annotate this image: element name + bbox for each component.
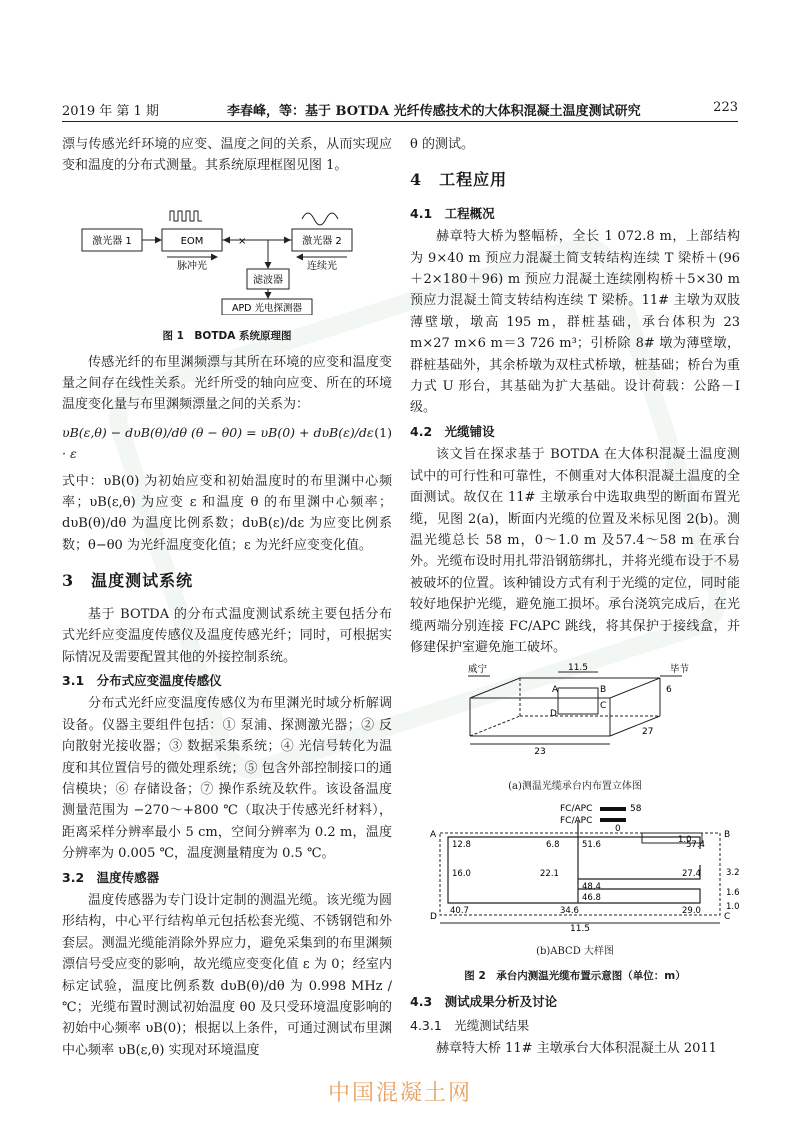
paragraph: 传感光纤的布里渊频漂与其所在环境的应变和温度变量之间存在线性关系。光纤所受的轴向应变、所在的环境温度变化量与布里渊频漂量之间的关系为： (62, 354, 392, 413)
subsection-heading: 4.3 测试成果分析及讨论 (410, 994, 558, 1010)
figure-1-caption: 图 1 BOTDA 系统原理图 (162, 330, 292, 343)
figure-2-caption: 图 2 承台内测温光缆布置示意图（单位：m） (464, 969, 686, 982)
left-column (62, 134, 392, 1061)
mark-12-8: 12.8 (452, 840, 471, 851)
pulse-label: 脉冲光 (177, 260, 207, 272)
mark-1-0: 1.0 (678, 835, 692, 846)
subsubsection-heading: 4.3.1 光缆测试结果 (410, 1017, 530, 1033)
right-column (410, 134, 740, 1060)
paragraph: 赫章特大桥为整幅桥，全长 1 072.8 m，上部结构为 9×40 m 预应力混凝土简支转结构连续 T 梁桥＋(96＋2×180＋96) m 预应力混凝土连续刚构桥＋5×30 m 预应力混凝土简支转结构连续 T 梁桥。11# 主墩为双肢薄壁墩，墩高 195 m，群桩基础，承台体积为 23 m×27 m×6 m＝3 726 m³；引桥除 8# 墩为薄壁墩，群桩基础外，其余桥墩为双柱式桥墩，桩基础；桥台为重力式 U 形台，其基础为扩大基础。设计荷载：公路－Ⅰ级。 (410, 229, 740, 416)
splice-mark: × (238, 235, 247, 247)
corner-c: C (724, 912, 731, 923)
figure-2a-caption: (a)测温光缆承台内布置立体图 (508, 780, 642, 792)
equation-body: υB(ε,θ) − dυB(θ)/dθ (θ − θ0) = υB(0) + dυB(ε)/dε · ε (62, 424, 374, 462)
mark-58: 58 (630, 804, 642, 815)
mark-48-4: 48.4 (582, 882, 601, 893)
issue-label: 2019 年 第 1 期 (62, 104, 159, 119)
subsection-heading: 4.2 光缆铺设 (410, 423, 495, 439)
equation-number: (1) (374, 424, 392, 440)
laser1-label: 激光器 1 (92, 235, 132, 247)
paragraph: 漂与传感光纤环境的应变、温度之间的关系，从而实现应变和温度的分布式测量。其系统原理框图见图 1。 (62, 137, 392, 174)
paragraph: 分布式光纤应变温度传感仪为布里渊光时域分析解调设备。仪器主要组件包括：① 泵浦、探测激光器；② 反向散射光接收器；③ 数据采集系统；④ 光信号转化为温度和其位置信号的微处理系统；⑤ 包含外部控制接口的通信模块；⑥ 存储设备；⑦ 操作系统及软件。该设备温度测量范围为 −270～+800 ℃（取决于传感光纤材料），距离采样分辨率最小 5 cm，空间分辨率为 0.2 m，温度分辨率为 0.005 ℃，温度测量精度为 0.5 ℃。 (62, 696, 392, 862)
dim-11-5: 11.5 (567, 663, 589, 674)
point-d: D (550, 709, 557, 720)
mark-0: 0 (615, 824, 621, 835)
figure-2b-subcaption: (b)ABCD 大样图 (536, 945, 614, 957)
header-rule (62, 121, 738, 122)
weining-label: 威宁 (468, 664, 488, 676)
filter-label: 滤波器 (253, 274, 283, 286)
mark-51-6: 51.6 (582, 840, 601, 851)
section-heading: 4 工程应用 (410, 170, 508, 190)
paragraph: θ 的测试。 (410, 137, 474, 152)
mark-57-4: 57.4 (686, 840, 705, 851)
bijie-label: 毕节 (670, 664, 690, 676)
figure-1-diagram (62, 177, 392, 315)
equation-1 (62, 422, 392, 465)
figure-2b-diagram (410, 801, 740, 931)
dim-1-6: 1.6 (726, 888, 740, 899)
apd-label: APD 光电探测器 (231, 302, 303, 314)
article-title: 李春峰，等：基于 BOTDA 光纤传感技术的大体积混凝土温度测试研究 (227, 104, 641, 119)
corner-d: D (430, 912, 437, 923)
subsection-heading: 3.2 温度传感器 (62, 869, 160, 885)
mark-29-0: 29.0 (682, 906, 701, 917)
mark-34-6: 34.6 (560, 906, 579, 917)
corner-a: A (430, 830, 437, 841)
figure-2a-diagram (410, 658, 740, 766)
dim-23: 23 (534, 747, 546, 758)
dim-3-2: 3.2 (726, 868, 740, 879)
section-heading: 3 温度测试系统 (62, 571, 194, 591)
mark-6-8: 6.8 (546, 840, 560, 851)
paragraph: 该文旨在探求基于 BOTDA 在大体积混凝土温度测试中的可行性和可靠性，不侧重对大体积混凝土温度的全面测试。故仅在 11# 主墩承台中选取典型的断面布置光缆，见图 2(a)，断面内光缆的位置及米标见图 2(b)。测温光缆总长 58 m，0～1.0 m 及57.4～58 m 在承台外。光缆布设时用扎带沿钢筋绑扎，并将光缆布设于不易被破坏的位置。该种铺设方式有利于光缆的定位，同时能较好地保护光缆，避免施工损坏。承台浇筑完成后，在光缆两端分别连接 FC/APC 跳线，将其保护于接线盒，并修建保护室避免施工破坏。 (410, 447, 740, 655)
fc-apc-2: FC/APC (560, 816, 593, 827)
site-footer-logo: 中国混凝土网 (327, 1081, 472, 1106)
dim-27: 27 (642, 727, 654, 738)
paragraph: 赫章特大桥 11# 主墩承台大体积混凝土从 2011 (436, 1041, 717, 1057)
dim-1-0: 1.0 (726, 902, 740, 913)
laser2-label: 激光器 2 (302, 235, 342, 247)
dim-11-5-b: 11.5 (569, 924, 591, 932)
mark-22-1: 22.1 (540, 869, 559, 880)
mark-27-4: 27.4 (682, 869, 701, 880)
paragraph: 基于 BOTDA 的分布式温度测试系统主要包括分布式光纤应变温度传感仪及温度传感光纤；同时，可根据实际情况及需要配置其他的外接控制系统。 (62, 606, 392, 665)
mark-16-0: 16.0 (452, 869, 471, 880)
paragraph: 式中：υB(0) 为初始应变和初始温度时的布里渊中心频率；υB(ε,θ) 为应变 ε 和温度 θ 的布里渊中心频率；dυB(θ)/dθ 为温度比例系数；dυB(ε)/dε 为应变比例系数；θ−θ0 为光纤温度变化值；ε 为光纤应变变化值。 (62, 473, 392, 553)
point-a: A (552, 685, 559, 696)
dim-6: 6 (666, 685, 672, 696)
subsection-heading: 3.1 分布式应变温度传感仪 (62, 672, 222, 688)
subsection-heading: 4.1 工程概况 (410, 205, 495, 221)
mark-40-7: 40.7 (450, 906, 469, 917)
fc-apc-1: FC/APC (560, 804, 593, 815)
page-number: 223 (713, 100, 738, 115)
point-c: C (600, 701, 607, 712)
mark-46-8: 46.8 (582, 893, 601, 904)
eom-label: EOM (180, 235, 204, 247)
corner-b: B (724, 830, 731, 841)
point-b: B (600, 685, 607, 696)
paragraph: 温度传感器为专门设计定制的测温光缆。该光缆为圆形结构，中心平行结构单元包括松套光缆、不锈钢铠和外套层。测温光缆能消除外界应力，避免采集到的布里渊频漂信号受应变的影响，故光缆应变变化值 ε 为 0；经室内标定试验，温度比例系数 dυB(θ)/dθ 为 0.998 MHz / ℃；光缆布置时测试初始温度 θ0 及只受环境温度影响的初始中心频率 υB(0)；根据以上条件，可通过测试布里渊中心频率 υB(ε,θ) 实现对环境温度 (62, 892, 392, 1058)
cw-label: 连续光 (307, 260, 337, 272)
